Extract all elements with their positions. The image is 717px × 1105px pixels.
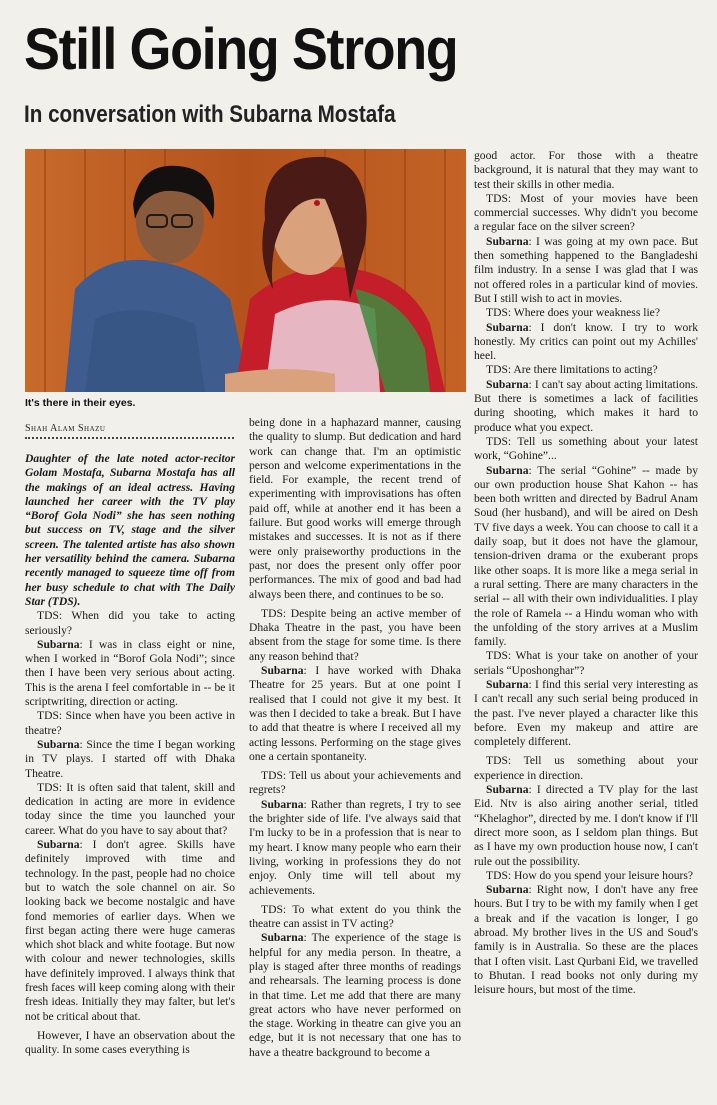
question: TDS: What is your take on another of your serials “Uposhonghar”? (474, 649, 698, 677)
question: TDS: Despite being an active member of Dhaka Theatre in the past, you have been absent from the stage for some time. Is there any reason behind that? (249, 606, 461, 663)
byline: Shah Alam Shazu (25, 423, 106, 434)
article-column-2 (249, 416, 461, 1060)
speaker-name: Subarna (37, 637, 80, 651)
answer: Subarna: I was going at my own pace. But then something happened to the Bangladeshi film industry. In a sense I was glad that I was not offered roles in a particular kind of movies. But I still wish to act in movies. (474, 234, 698, 305)
question: TDS: Most of your movies have been commercial successes. Why didn't you become a regular face on the silver screen? (474, 191, 698, 234)
question: TDS: Are there limitations to acting? (486, 363, 658, 377)
speaker-name: Subarna (261, 931, 304, 945)
article-column-1 (25, 452, 235, 1057)
answer: Subarna: I was in class eight or nine, when I worked in “Borof Gola Nodi”; since then I have been very serious about acting. This is the arena I feel comfortable in -- be it scriptwriting, direction or acting. (25, 637, 235, 709)
speaker-name: Subarna (486, 320, 529, 334)
headline: Still Going Strong (24, 17, 458, 82)
dotted-divider (25, 437, 234, 439)
speaker-name: Subarna (486, 463, 529, 477)
question: TDS: To what extent do you think the theatre can assist in TV acting? (249, 902, 461, 931)
answer: Subarna: I find this serial very interesting as I can't recall any such serial being produced in the past. I've never played a character like this before. Even my makeup and attire are completely different. (474, 677, 698, 749)
answer: Subarna: I can't say about acting limitations. But there is sometimes a lack of facilities during shooting, which makes it hard to produce what you expect. (474, 377, 698, 434)
speaker-name: Subarna (486, 883, 529, 897)
question: TDS: Tell us about your achievements and regrets? (249, 769, 461, 797)
photo-caption: It's there in their eyes. (25, 397, 136, 409)
speaker-name: Subarna (37, 838, 80, 852)
answer-continued: being done in a haphazard manner, causing the quality to slump. But dedication and hard work can change that. I'm an optimistic person and welcome experimentations in the field. For example, the recent trend of experimenting with improvisations has often paid off, while at another end it has been a failure. But good works will emerge through mistakes and successes. It is not as if there were only praiseworthy productions in the past, nor does the present only offer poor performances. The mix of good and bad had always been there, and continues to be so. (249, 416, 461, 601)
answer: Subarna: I don't agree. Skills have definitely improved with time and technology. In the past, people had no choice but to watch the sole channel on air. So looking back we become nostalgic and have fond memories of earlier days. When we first began acting there were huge cameras which shot black and white footage. But now with colour and newer technologies, skills have definitely improved. I always think that fresh faces will keep coming along with their fresh ideas. Initially they may falter, but let's not be critical about that. (25, 838, 235, 1023)
answer: Subarna: The serial “Gohine” -- made by our own production house Shat Kahon -- has been both written and directed by Badrul Anam Soud (her husband), and will be aired on Desh TV five days a week. You can choose to call it a daily soap, but it does not have the glamour, tension-driven drama or the exuberant props like other soaps. It is more like a mega serial in a rural setting. There are many characters in the serial -- all with their own individualities. I play the role of Ramela -- a Hindu woman who with the unfolding of the story arrives at a Muslim family. (474, 463, 698, 649)
photo (25, 149, 466, 392)
answer: Subarna: I don't know. I try to work honestly. My critics can point out my Achilles' heel. (474, 320, 698, 363)
question: TDS: Since when have you been active in theatre? (25, 709, 235, 737)
answer-continued: However, I have an observation about the quality. In some cases everything is (25, 1028, 235, 1057)
speaker-name: Subarna (486, 377, 529, 391)
speaker-name: Subarna (486, 677, 529, 691)
answer-continued: good actor. For those with a theatre background, it is natural that they may want to test their skills in other media. (474, 149, 698, 191)
question: TDS: Tell us something about your experience in direction. (474, 754, 698, 782)
subheadline: In conversation with Subarna Mostafa (24, 101, 396, 128)
speaker-name: Subarna (486, 234, 529, 248)
question: TDS: When did you take to acting seriously? (25, 609, 235, 637)
answer: Subarna: Rather than regrets, I try to see the brighter side of life. I've always said that I'm lucky to be in a profession that is near to my heart. I know many people who earn their living, working in professions they do not enjoy. Only time will tell about my achievements. (249, 797, 461, 897)
question: TDS: How do you spend your leisure hours? (486, 868, 694, 882)
answer: Subarna: Right now, I don't have any free hours. But I try to be with my family when I get a break and if the vacation is longer, I go abroad. My brother lives in the US and Soud's family is in Australia. So these are the places that I often visit. Last Qurbani Eid, we travelled to Bhutan. I read books not only during my leisure hours, but most of the time. (474, 883, 698, 997)
article-column-3 (474, 149, 698, 998)
answer: Subarna: I directed a TV play for the last Eid. Ntv is also airing another serial, titled “Khelaghor”, directed by me. I don't know if I'll direct more soon, as I seldom plan things. But as I have my own production house now, I can't rule out the possibility. (474, 783, 698, 868)
speaker-name: Subarna (261, 797, 304, 811)
answer: Subarna: The experience of the stage is helpful for any media person. In theatre, a play is staged after three months of readings and rehearsals. The learning process is done in that time. Let me add that there are many great actors who have never performed on the stage. Working in theatre can give you an edge, but it is not necessary that one has to have a theatre background to become a (249, 931, 461, 1059)
intro-paragraph: Daughter of the late noted actor-recitor Golam Mostafa, Subarna Mostafa has all the makings of an ideal actress. Having launched her career with the TV play “Borof Gola Nodi” she has seen nothing but success on TV, stage and the silver screen. The talented artiste has also shown her versatility behind the camera. Subarna recently managed to squeeze time off from her busy schedule to chat with The Daily Star (TDS). (25, 452, 235, 608)
speaker-name: Subarna (486, 783, 529, 797)
speaker-name: Subarna (37, 737, 80, 751)
question: TDS: Tell us something about your latest work, “Gohine”... (474, 434, 698, 463)
speaker-name: Subarna (261, 664, 304, 678)
answer: Subarna: Since the time I began working in TV plays. I started off with Dhaka Theatre. (25, 737, 235, 780)
answer: Subarna: I have worked with Dhaka Theatre for 25 years. But at one point I realised that I could not give it my best. It was then I decided to take a break. But I have to add that theatre is where I received all my acting lessons. Performing on the stage gives one a certain spontaneity. (249, 664, 461, 763)
question: TDS: It is often said that talent, skill and dedication in acting are more in evidence today since the time you launched your career. What do you have to say about that? (25, 780, 235, 837)
question: TDS: Where does your weakness lie? (486, 306, 660, 320)
